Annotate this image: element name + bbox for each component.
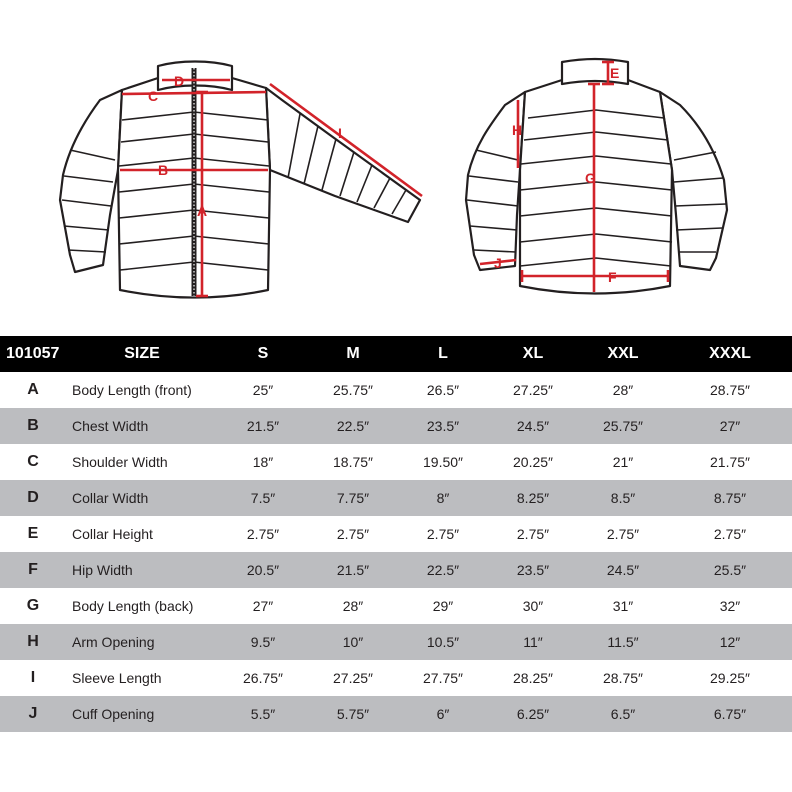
table-cell: 6.75″ (668, 696, 792, 732)
size-column-header: XXXL (668, 336, 792, 372)
measurement-code: H (0, 624, 66, 660)
table-cell: 7.75″ (308, 480, 398, 516)
table-cell: 6.25″ (488, 696, 578, 732)
measurement-name: Body Length (front) (72, 382, 192, 398)
table-cell: 11″ (488, 624, 578, 660)
table-cell: 18″ (252, 454, 274, 470)
table-cell: 2.75″ (246, 526, 280, 542)
table-cell: 11.5″ (578, 624, 668, 660)
table-cell: 6.5″ (578, 696, 668, 732)
table-cell: 22.5″ (308, 408, 398, 444)
front-right-sleeve (266, 88, 420, 222)
table-cell: 28.25″ (513, 670, 553, 686)
table-cell: 2.75″ (606, 526, 640, 542)
size-column-header: M (308, 336, 398, 372)
table-cell: 28.75″ (603, 670, 643, 686)
table-cell: 2.75″ (516, 526, 550, 542)
measurement-name: Cuff Opening (66, 696, 218, 732)
table-row (0, 696, 792, 732)
table-cell: 26.75″ (243, 670, 283, 686)
table-cell: 22.5″ (398, 552, 488, 588)
table-row (0, 660, 792, 696)
label-c: C (148, 88, 159, 104)
table-cell: 32″ (719, 598, 741, 614)
table-cell: 21″ (612, 454, 634, 470)
table-cell: 19.50″ (423, 454, 463, 470)
table-cell: 30″ (522, 598, 544, 614)
table-cell: 24.5″ (578, 552, 668, 588)
label-h: H (512, 122, 523, 138)
table-cell: 5.5″ (218, 696, 308, 732)
table-cell: 27.25″ (513, 382, 553, 398)
table-cell: 2.75″ (713, 526, 747, 542)
label-f: F (608, 269, 617, 285)
measurement-code: A (27, 381, 39, 398)
table-cell: 24.5″ (488, 408, 578, 444)
back-body (520, 80, 672, 294)
label-d: D (174, 73, 185, 89)
table-cell: 9.5″ (218, 624, 308, 660)
measurement-name: Collar Height (72, 526, 153, 542)
label-j: J (494, 255, 502, 271)
table-cell: 28″ (342, 598, 364, 614)
table-row (0, 372, 792, 408)
size-column-header: L (398, 336, 488, 372)
table-header-row (0, 336, 792, 372)
table-cell: 7.5″ (218, 480, 308, 516)
table-row (0, 408, 792, 444)
jacket-back-view (466, 59, 727, 294)
table-cell: 26.5″ (426, 382, 460, 398)
table-cell: 21.75″ (710, 454, 750, 470)
table-cell: 12″ (668, 624, 792, 660)
label-b: B (158, 162, 169, 178)
table-cell: 8.5″ (578, 480, 668, 516)
table-cell: 28″ (612, 382, 634, 398)
table-cell: 28.75″ (710, 382, 750, 398)
table-cell: 31″ (612, 598, 634, 614)
table-cell: 18.75″ (333, 454, 373, 470)
measurement-name: Hip Width (66, 552, 218, 588)
size-heading: SIZE (66, 336, 218, 372)
measurement-name: Arm Opening (66, 624, 218, 660)
front-left-sleeve (60, 90, 122, 272)
measurement-name: Body Length (back) (72, 598, 194, 614)
table-cell: 10″ (308, 624, 398, 660)
table-cell: 21.5″ (308, 552, 398, 588)
measurement-name: Chest Width (66, 408, 218, 444)
measurement-name: Sleeve Length (72, 670, 162, 686)
table-cell: 5.75″ (308, 696, 398, 732)
measurement-code: C (27, 453, 39, 470)
measurement-code: F (0, 552, 66, 588)
table-cell: 21.5″ (218, 408, 308, 444)
table-cell: 8″ (398, 480, 488, 516)
table-cell: 23.5″ (488, 552, 578, 588)
table-cell: 2.75″ (426, 526, 460, 542)
table-row (0, 516, 792, 552)
size-column-header: XXL (578, 336, 668, 372)
measurement-code: G (26, 597, 40, 614)
size-chart-table (0, 336, 792, 732)
table-row (0, 624, 792, 660)
measurement-code: J (0, 696, 66, 732)
table-cell: 25.75″ (578, 408, 668, 444)
table-cell: 29.25″ (710, 670, 750, 686)
measurement-code: D (0, 480, 66, 516)
size-column-header: XL (488, 336, 578, 372)
label-i: I (338, 125, 342, 141)
measurement-name: Shoulder Width (72, 454, 168, 470)
table-row (0, 444, 792, 480)
table-cell: 27″ (668, 408, 792, 444)
label-g: G (585, 170, 596, 186)
table-cell: 2.75″ (336, 526, 370, 542)
label-e: E (610, 65, 620, 81)
table-row (0, 480, 792, 516)
table-cell: 8.75″ (668, 480, 792, 516)
measurement-code: B (0, 408, 66, 444)
table-cell: 27.25″ (333, 670, 373, 686)
table-cell: 29″ (432, 598, 454, 614)
table-cell: 27″ (252, 598, 274, 614)
table-cell: 23.5″ (398, 408, 488, 444)
measurement-code: E (27, 525, 39, 542)
jacket-front-view (60, 62, 420, 298)
table-cell: 6″ (398, 696, 488, 732)
style-number: 101057 (0, 336, 66, 372)
table-cell: 20.5″ (218, 552, 308, 588)
table-row (0, 552, 792, 588)
size-column-header: S (218, 336, 308, 372)
table-cell: 25.75″ (333, 382, 373, 398)
table-cell: 27.75″ (423, 670, 463, 686)
table-cell: 10.5″ (398, 624, 488, 660)
measurement-code: I (30, 669, 36, 686)
table-cell: 8.25″ (488, 480, 578, 516)
table-cell: 25″ (252, 382, 274, 398)
table-row (0, 588, 792, 624)
table-cell: 25.5″ (668, 552, 792, 588)
table-cell: 20.25″ (513, 454, 553, 470)
jacket-illustrations (0, 0, 792, 330)
jacket-diagram (0, 0, 792, 330)
measurement-name: Collar Width (66, 480, 218, 516)
label-a: A (197, 203, 208, 219)
